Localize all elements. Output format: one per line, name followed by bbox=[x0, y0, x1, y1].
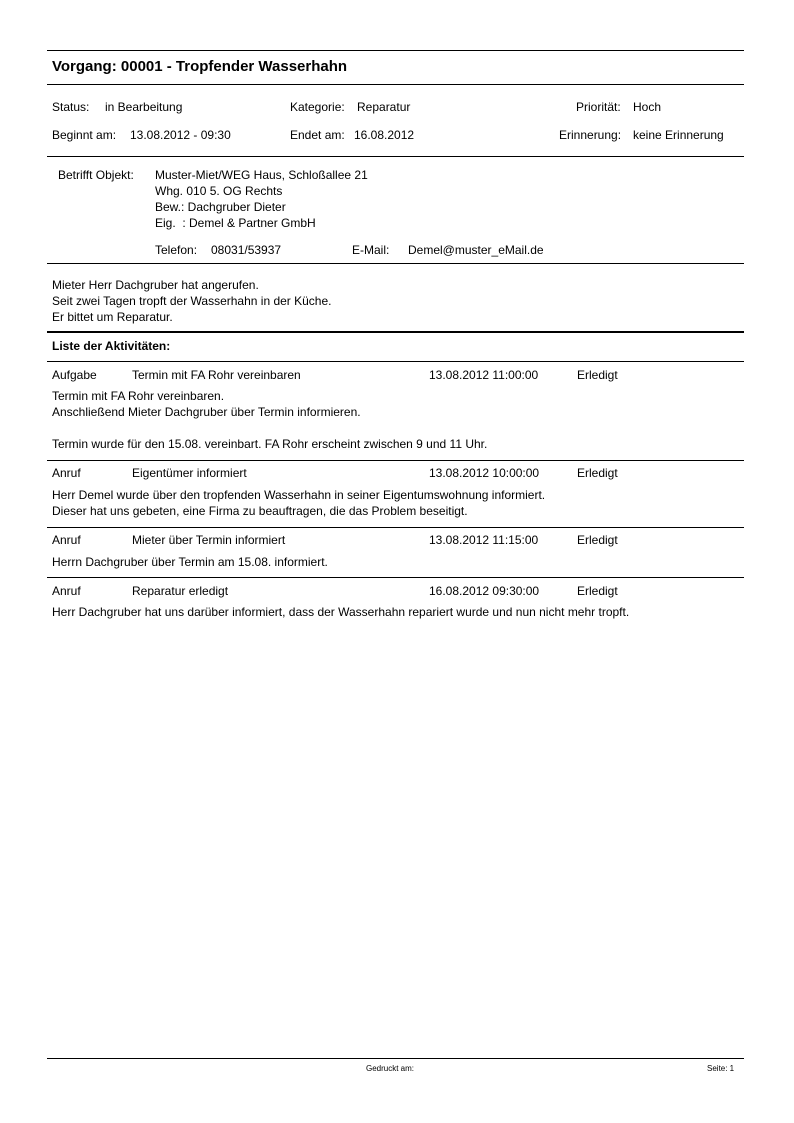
description-line: Er bittet um Reparatur. bbox=[52, 310, 173, 324]
printed-label: Gedruckt am: bbox=[366, 1064, 415, 1073]
activity-text bbox=[52, 554, 328, 570]
activity-status: Erledigt bbox=[577, 533, 618, 547]
erinnerung-label: Erinnerung: bbox=[559, 128, 622, 142]
objekt-label: Betrifft Objekt: bbox=[58, 168, 134, 182]
activity-text-line: Herrn Dachgruber über Termin am 15.08. informiert. bbox=[52, 555, 328, 569]
endet-label: Endet am: bbox=[290, 128, 345, 142]
description bbox=[52, 277, 332, 325]
objekt-line: Whg. 010 5. OG Rechts bbox=[155, 184, 283, 198]
beginnt-label: Beginnt am: bbox=[52, 128, 117, 142]
objekt-line: Eig. : Demel & Partner GmbH bbox=[155, 216, 316, 230]
kategorie-value: Reparatur bbox=[357, 100, 411, 114]
activity-text bbox=[52, 487, 545, 519]
activity-datetime: 13.08.2012 11:15:00 bbox=[429, 533, 539, 547]
activity-text bbox=[52, 388, 487, 452]
erinnerung-value: keine Erinnerung bbox=[633, 128, 724, 142]
activity-text-line: Herr Dachgruber hat uns darüber informiert, dass der Wasserhahn repariert wurde und nun nicht mehr tropft. bbox=[52, 605, 630, 619]
objekt-address bbox=[155, 167, 368, 231]
activity-type: Anruf bbox=[52, 466, 81, 480]
activity-text-line: Termin mit FA Rohr vereinbaren. bbox=[52, 389, 225, 403]
activity-text-line: Herr Demel wurde über den tropfenden Wasserhahn in seiner Eigentumswohnung informiert. bbox=[52, 488, 546, 502]
page-title: Vorgang: 00001 - Tropfender Wasserhahn bbox=[52, 58, 348, 75]
meta-rule bbox=[47, 156, 744, 157]
top-rule bbox=[47, 50, 744, 51]
activity-rule bbox=[47, 460, 744, 461]
telefon-label: Telefon: bbox=[155, 243, 198, 257]
page-number: Seite: 1 bbox=[707, 1064, 735, 1073]
beginnt-value: 13.08.2012 - 09:30 bbox=[130, 128, 231, 142]
activities-heading-rule bbox=[47, 361, 744, 362]
objekt-line: Muster-Miet/WEG Haus, Schloßallee 21 bbox=[155, 168, 368, 182]
activity-subject: Termin mit FA Rohr vereinbaren bbox=[132, 368, 301, 382]
activity-text-line: Termin wurde für den 15.08. vereinbart. FA Rohr erscheint zwischen 9 und 11 Uhr. bbox=[52, 437, 488, 451]
objekt-line: Bew.: Dachgruber Dieter bbox=[155, 200, 286, 214]
activity-text-line: Anschließend Mieter Dachgruber über Termin informieren. bbox=[52, 405, 361, 419]
activity-status: Erledigt bbox=[577, 368, 618, 382]
description-line: Seit zwei Tagen tropft der Wasserhahn in der Küche. bbox=[52, 294, 332, 308]
activity-status: Erledigt bbox=[577, 466, 618, 480]
activity-status: Erledigt bbox=[577, 584, 618, 598]
activity-text-line bbox=[52, 420, 487, 436]
activity-subject: Reparatur erledigt bbox=[132, 584, 229, 598]
title-rule bbox=[47, 84, 744, 85]
activities-top-rule bbox=[47, 331, 744, 333]
objekt-rule bbox=[47, 263, 744, 264]
prioritaet-label: Priorität: bbox=[576, 100, 621, 114]
prioritaet-value: Hoch bbox=[633, 100, 662, 114]
activity-type: Aufgabe bbox=[52, 368, 97, 382]
activity-rule bbox=[47, 527, 744, 528]
activity-type: Anruf bbox=[52, 533, 81, 547]
activity-datetime: 13.08.2012 11:00:00 bbox=[429, 368, 539, 382]
telefon-value: 08031/53937 bbox=[211, 243, 282, 257]
endet-value: 16.08.2012 bbox=[354, 128, 415, 142]
activity-datetime: 16.08.2012 09:30:00 bbox=[429, 584, 540, 598]
activity-rule bbox=[47, 577, 744, 578]
activities-heading: Liste der Aktivitäten: bbox=[52, 339, 171, 353]
activity-text bbox=[52, 604, 629, 620]
email-value: Demel@muster_eMail.de bbox=[408, 243, 544, 257]
activity-type: Anruf bbox=[52, 584, 81, 598]
status-value: in Bearbeitung bbox=[105, 100, 183, 114]
email-label: E-Mail: bbox=[352, 243, 390, 257]
activity-text-line: Dieser hat uns gebeten, eine Firma zu beauftragen, die das Problem beseitigt. bbox=[52, 504, 468, 518]
activity-subject: Mieter über Termin informiert bbox=[132, 533, 286, 547]
description-line: Mieter Herr Dachgruber hat angerufen. bbox=[52, 278, 259, 292]
kategorie-label: Kategorie: bbox=[290, 100, 345, 114]
footer-rule bbox=[47, 1058, 744, 1059]
activity-datetime: 13.08.2012 10:00:00 bbox=[429, 466, 540, 480]
activity-subject: Eigentümer informiert bbox=[132, 466, 247, 480]
status-label: Status: bbox=[52, 100, 90, 114]
